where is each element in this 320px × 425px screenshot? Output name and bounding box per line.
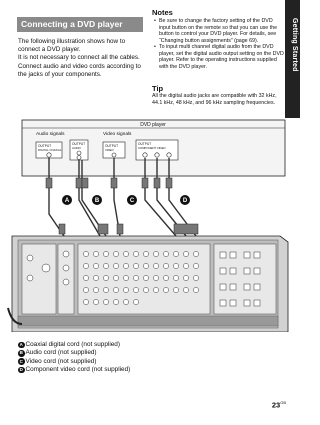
receiver-jack-digital-1 bbox=[63, 251, 69, 257]
plug-d-pb bbox=[154, 178, 160, 188]
legend-item-d bbox=[18, 366, 130, 374]
page-number-value: 23 bbox=[271, 400, 281, 410]
legend-text-a: Coaxial digital cord (not supplied) bbox=[25, 341, 120, 348]
callout-c bbox=[127, 195, 137, 205]
badge-d: D bbox=[19, 366, 23, 372]
jack-component-pb bbox=[155, 153, 159, 157]
jack-video-label: OUTPUT bbox=[105, 144, 119, 148]
tip-text: All the digital audio jacks are compatible with 32 kHz, 44.1 kHz, 48 kHz, and 96 kHz sampling frequencies. bbox=[152, 93, 277, 106]
legend-item-a bbox=[18, 341, 130, 349]
jack-digital-label: OUTPUT bbox=[38, 144, 52, 148]
side-tab-label: Getting Started bbox=[291, 18, 298, 72]
jack-digital bbox=[47, 153, 51, 157]
intro-text bbox=[18, 38, 148, 79]
plug-b-r bbox=[82, 178, 88, 188]
jack-video bbox=[112, 153, 116, 157]
audio-signals-label: Audio signals bbox=[36, 132, 65, 137]
receiver-label-strip bbox=[18, 316, 278, 326]
receiver-rear-panel bbox=[8, 236, 288, 332]
note-item: • Be sure to change the factory setting of the DVD input button on the remote so that you can use the button to control your DVD player. For details, see “Changing button assignments” (page 69). bbox=[154, 18, 284, 44]
jack-audio-r bbox=[77, 156, 81, 160]
plug-b-l bbox=[76, 178, 82, 188]
plug-c bbox=[111, 178, 117, 188]
video-signals-label: Video signals bbox=[103, 132, 132, 137]
jack-component-label: OUTPUT bbox=[138, 142, 152, 146]
jack-video-sub: VIDEO bbox=[105, 148, 114, 152]
svg-text:D: D bbox=[182, 198, 188, 205]
jack-audio-l bbox=[77, 151, 81, 155]
jack-digital-sub: DIGITAL COAXIAL bbox=[38, 148, 62, 152]
side-tab bbox=[285, 0, 300, 118]
badge-b: B bbox=[19, 350, 23, 356]
receiver-jack-left-1 bbox=[27, 255, 33, 261]
notes-heading: Notes bbox=[152, 8, 173, 17]
notes-list bbox=[154, 18, 284, 70]
callout-b bbox=[92, 195, 102, 205]
svg-text:A: A bbox=[64, 198, 70, 205]
badge-a: A bbox=[19, 342, 23, 347]
receiver-jack-digital-2 bbox=[63, 265, 69, 271]
jack-component-pr bbox=[167, 153, 171, 157]
plugs bbox=[46, 178, 198, 234]
legend-item-c bbox=[18, 358, 130, 366]
plug-a bbox=[46, 178, 52, 188]
intro-paragraph-2: It is not necessary to connect all the cables. Connect audio and video cords according to the jacks of your components. bbox=[18, 54, 141, 78]
callout-d bbox=[180, 195, 190, 205]
jack-audio-sub: AUDIO bbox=[72, 146, 81, 150]
badge-c: C bbox=[19, 358, 23, 364]
plug-d-pr bbox=[166, 178, 172, 188]
receiver-jack-digital-3 bbox=[63, 279, 69, 285]
connection-diagram bbox=[0, 118, 300, 332]
dvd-player-label: DVD player bbox=[140, 122, 166, 128]
plug-c-bottom bbox=[117, 224, 123, 234]
callout-a bbox=[62, 195, 72, 205]
svg-text:B: B bbox=[94, 198, 100, 205]
jack-component-y bbox=[143, 153, 147, 157]
svg-text:C: C bbox=[129, 198, 135, 205]
intro-paragraph-1: The following illustration shows how to connect a DVD player. bbox=[18, 38, 126, 54]
page-number bbox=[272, 400, 286, 410]
plug-a-bottom bbox=[59, 224, 65, 234]
legend-text-d: Component video cord (not supplied) bbox=[25, 365, 131, 373]
plug-d-bottom bbox=[174, 224, 198, 234]
cable-legend bbox=[18, 341, 130, 374]
note-item: • To input multi channel digital audio from the DVD player, set the digital audio output setting on the DVD player. Refer to the operating instructions supplied with the DVD player. bbox=[154, 44, 284, 70]
jack-audio-label: OUTPUT bbox=[72, 142, 86, 146]
plug-d-y bbox=[142, 178, 148, 188]
section-title: Connecting a DVD player bbox=[17, 17, 143, 32]
receiver-jack-left-3 bbox=[42, 264, 50, 272]
receiver-jack-left-2 bbox=[27, 275, 33, 281]
legend-text-b: Audio cord (not supplied) bbox=[25, 349, 97, 357]
jack-component-sub: COMPONENT VIDEO bbox=[138, 146, 166, 150]
page-number-suffix: GB bbox=[280, 400, 286, 405]
tip-heading: Tip bbox=[152, 84, 164, 93]
legend-text-c: Video cord (not supplied) bbox=[25, 357, 97, 365]
plug-b-bottom bbox=[98, 224, 108, 234]
legend-item-b bbox=[18, 349, 130, 357]
